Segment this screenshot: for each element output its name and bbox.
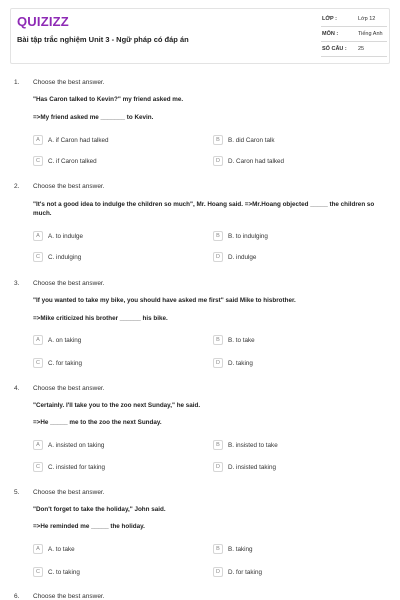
option-a[interactable] — [33, 230, 83, 242]
question-prompt: Choose the best answer. — [33, 79, 105, 86]
option-d[interactable] — [213, 251, 256, 263]
option-letter: A — [33, 135, 43, 145]
option-text: C. to taking — [48, 568, 80, 576]
option-letter: D — [213, 358, 223, 368]
question-number: 6. — [14, 593, 20, 600]
question-text: "Don't forget to take the holiday," John said. — [33, 506, 166, 513]
meta-divider — [321, 41, 387, 42]
option-text: A. to take — [48, 545, 75, 553]
option-text: A. to indulge — [48, 232, 84, 240]
option-letter: B — [213, 231, 223, 241]
question-text: "If you wanted to take my bike, you should have asked me first" said Mike to hisbrother. — [33, 297, 296, 304]
question-text: "Has Caron talked to Kevin?" my friend asked me. — [33, 96, 184, 103]
question-text: =>He _____ me to the zoo the next Sunday. — [33, 419, 162, 426]
quizizz-logo: QUIZIZZ — [17, 14, 69, 29]
meta-divider — [321, 56, 387, 57]
question-prompt: Choose the best answer. — [33, 593, 105, 600]
option-letter: A — [33, 440, 43, 450]
question-prompt: Choose the best answer. — [33, 489, 105, 496]
option-b[interactable] — [213, 543, 253, 555]
option-d[interactable] — [213, 461, 276, 473]
option-b[interactable] — [213, 334, 255, 346]
question-number: 4. — [14, 385, 20, 392]
worksheet-header — [10, 8, 390, 64]
question-prompt: Choose the best answer. — [33, 280, 105, 287]
option-text: B. taking — [228, 545, 253, 553]
option-b[interactable] — [213, 230, 268, 242]
option-text: A. if Caron had talked — [48, 136, 109, 144]
option-letter: A — [33, 231, 43, 241]
option-letter: B — [213, 135, 223, 145]
option-d[interactable] — [213, 155, 284, 167]
option-text: D. Caron had talked — [228, 157, 285, 165]
option-text: C. insisted for taking — [48, 463, 106, 471]
option-letter: B — [213, 335, 223, 345]
option-text: D. for taking — [228, 568, 262, 576]
meta-label-subject: MÔN : — [322, 31, 339, 37]
option-letter: C — [33, 156, 43, 166]
question-number: 5. — [14, 489, 20, 496]
question-number: 1. — [14, 79, 20, 86]
option-c[interactable] — [33, 566, 80, 578]
meta-value-count: 25 — [358, 46, 365, 52]
option-text: A. insisted on taking — [48, 441, 105, 449]
option-letter: B — [213, 544, 223, 554]
meta-label-count: SỐ CÂU : — [322, 46, 347, 52]
question-text: =>Mike criticized his brother ______ his bike. — [33, 315, 168, 322]
option-letter: B — [213, 440, 223, 450]
option-text: D. indulge — [228, 253, 257, 261]
question-text: =>He reminded me _____ the holiday. — [33, 523, 145, 530]
option-text: C. indulging — [48, 253, 82, 261]
meta-value-subject: Tiếng Anh — [358, 31, 383, 37]
question-text: "It's not a good idea to indulge the children so much", Mr. Hoang said. =>Mr.Hoang objected _____ the children so much. — [33, 201, 375, 217]
option-text: D. insisted taking — [228, 463, 276, 471]
option-text: B. to take — [228, 336, 255, 344]
option-letter: C — [33, 252, 43, 262]
worksheet-title: Bài tập trắc nghiệm Unit 3 - Ngữ pháp có đáp án — [17, 35, 189, 44]
option-c[interactable] — [33, 461, 105, 473]
question-number: 2. — [14, 183, 20, 190]
option-letter: D — [213, 462, 223, 472]
option-a[interactable] — [33, 543, 75, 555]
option-letter: C — [33, 358, 43, 368]
question-text: =>My friend asked me _______ to Kevin. — [33, 114, 154, 121]
option-letter: A — [33, 544, 43, 554]
option-text: B. to indulging — [228, 232, 268, 240]
question-prompt: Choose the best answer. — [33, 183, 105, 190]
option-c[interactable] — [33, 251, 81, 263]
meta-label-grade: LỚP : — [322, 16, 337, 22]
meta-divider — [321, 26, 387, 27]
question-number: 3. — [14, 280, 20, 287]
option-letter: A — [33, 335, 43, 345]
option-a[interactable] — [33, 334, 81, 346]
option-b[interactable] — [213, 439, 278, 451]
option-text: A. on taking — [48, 336, 82, 344]
option-letter: C — [33, 567, 43, 577]
option-text: C. if Caron talked — [48, 157, 97, 165]
option-d[interactable] — [213, 357, 253, 369]
option-letter: C — [33, 462, 43, 472]
option-a[interactable] — [33, 134, 109, 146]
option-letter: D — [213, 252, 223, 262]
meta-value-grade: Lớp 12 — [358, 16, 376, 22]
option-a[interactable] — [33, 439, 104, 451]
option-b[interactable] — [213, 134, 275, 146]
option-text: C. for taking — [48, 359, 82, 367]
question-text: "Certainly. I'll take you to the zoo next Sunday," he said. — [33, 402, 201, 409]
option-d[interactable] — [213, 566, 262, 578]
question-prompt: Choose the best answer. — [33, 385, 105, 392]
option-c[interactable] — [33, 357, 82, 369]
option-text: B. did Caron talk — [228, 136, 275, 144]
option-letter: D — [213, 156, 223, 166]
option-text: B. insisted to take — [228, 441, 278, 449]
option-c[interactable] — [33, 155, 97, 167]
option-letter: D — [213, 567, 223, 577]
option-text: D. taking — [228, 359, 253, 367]
